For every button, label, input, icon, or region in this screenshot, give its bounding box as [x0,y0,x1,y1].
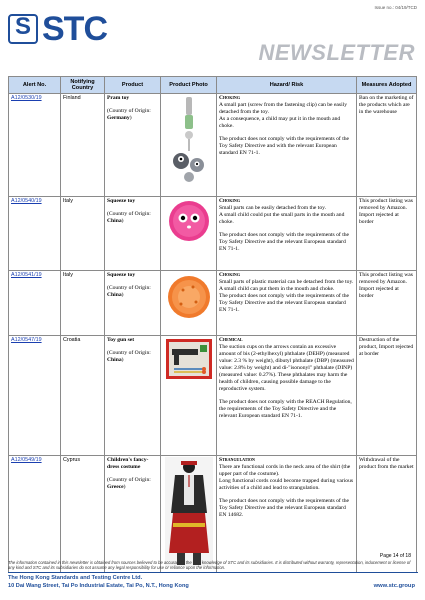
table-row [9,94,417,197]
product-name: Squeeze toy [107,197,136,204]
hazard-text: The product does not comply with the requirements of the Toy Safety Directive and with the relevant European standard EN 71-1. [219,135,350,157]
column-header: Hazard/ Risk [217,77,357,94]
origin-value: China [107,291,122,298]
company-name: The Hong Kong Standards and Testing Centre Ltd. [8,575,143,581]
hazard-cell [217,456,357,573]
company-address: 10 Dai Wang Street, Tai Po Industrial Estate, Tai Po, N.T., Hong Kong [8,583,189,589]
alert-number-link[interactable]: A12/0549/19 [9,456,61,573]
measures-adopted: Destruction of the product, Import rejected at border [357,336,417,456]
orange-squeeze-toy-photo [161,271,217,336]
origin-close: ) [121,217,124,224]
notifying-country: Italy [61,271,105,336]
pink-squeeze-toy-photo [161,197,217,271]
hazard-text: As a consequence, a child may put it in the mouth and choke. [219,115,341,129]
origin-close: ) [129,114,132,121]
footer-divider [8,572,418,573]
product-name: Children's fancy-dress costume [107,456,149,470]
measures-adopted: Withdrawal of the product from the market [357,456,417,573]
logo-emblem-letter: S [14,13,31,40]
column-header: Notifying Country [61,77,105,94]
measures-adopted: Ban on the marketing of the products which are in the warehouse [357,94,417,197]
hazard-text: Small parts of plastic material can be detached from the toy. [219,278,354,285]
disclaimer: The information contained in this newsletter is obtained from sources believed to be accurate to the best knowledge of STC and its subsidiaries. It is distributed without warranty, representation, inducement or license of any kind and STC and its subsidiaries do not assume any legal responsibility for use or reliance upon the information. [8,560,411,570]
hazard-text: A small child could put the small parts in the mouth and choke. [219,211,345,225]
hazard-text: Long functional cords could become trapped during various activities of a child and lead to strangulation. [219,477,354,491]
column-header: Alert No. [9,77,61,94]
newsletter-heading: NEWSLETTER [258,40,415,65]
hazard-text: The product does not comply with the REACH Regulation, the requirements of the Toy Safety Directive and the relevant European standard EN 71-1. [219,399,352,420]
product-cell [105,456,161,573]
origin-value: Greece [107,483,124,490]
table-row [9,456,417,573]
origin-label: (Country of Origin: [107,210,151,217]
hazard-text: The product does not comply with the requirements of the Toy Safety Directive and the relevant European standard EN 71-1. [219,231,350,253]
hazard-type: Strangulation [219,456,255,463]
alerts-table [8,76,417,573]
origin-label: (Country of Origin: [107,107,151,114]
hazard-text: Small parts can be easily detached from the toy. [219,204,326,211]
alert-number-link[interactable]: A12/0547/19 [9,336,61,456]
notifying-country: Finland [61,94,105,197]
notifying-country: Croatia [61,336,105,456]
hazard-type: Chemical [219,336,243,343]
hazard-type: Choking [219,94,240,101]
table-row [9,197,417,271]
origin-close: ) [121,291,124,298]
alert-number-link[interactable]: A12/0541/19 [9,271,61,336]
column-header: Product Photo [161,77,217,94]
toy-gun-set-photo [161,336,217,456]
website-link[interactable]: www.stc.group [373,583,415,589]
origin-close: ) [121,356,124,363]
product-name: Toy gun set [107,336,135,343]
table-row [9,271,417,336]
hazard-type: Choking [219,197,240,204]
origin-close: ) [123,483,126,490]
page-number: Page 14 of 18 [379,553,411,559]
hazard-text: There are functional cords in the neck area of the shirt (the upper part of the costume). [219,463,351,477]
hazard-cell [217,197,357,271]
fancy-dress-costume-photo [161,456,217,573]
origin-label: (Country of Origin: [107,476,151,483]
product-cell [105,197,161,271]
logo-wordmark: STC [42,10,107,48]
origin-value: Germany [107,114,130,121]
table-header-row [9,77,417,94]
hazard-text: A small part (screw from the fastening clip) can be easily detached from the toy. [219,101,347,115]
measures-adopted: This product listing was removed by Amazon. Import rejected at border [357,197,417,271]
product-name: Squeeze toy [107,271,136,278]
origin-label: (Country of Origin: [107,284,151,291]
origin-label: (Country of Origin: [107,349,151,356]
hazard-cell [217,336,357,456]
table-row [9,336,417,456]
pram-toy-photo [161,94,217,197]
product-cell [105,336,161,456]
origin-value: China [107,356,122,363]
stc-logo [8,10,128,48]
product-name: Pram toy [107,94,130,101]
alert-number-link[interactable]: A12/0540/19 [9,197,61,271]
product-cell [105,94,161,197]
column-header: Measures Adopted [357,77,417,94]
alert-number-link[interactable]: A12/0530/19 [9,94,61,197]
hazard-text: The product does not comply with the requirements of the Toy Safety Directive and the relevant European standard EN 14682. [219,497,350,519]
issue-number: Issue no.: 04/19/TCD [374,5,417,10]
notifying-country: Italy [61,197,105,271]
hazard-cell [217,94,357,197]
origin-value: China [107,217,122,224]
notifying-country: Cyprus [61,456,105,573]
hazard-text: The suction cups on the arrows contain an excessive amount of bis (2-ethylhexyl) phthalate (DEHP) (measured value: 2.3 % by weight), dibutyl phthalate (DBP) (measured value: 2.8% by weight) and di-"isononyl" phthalate (DINP) (measured value: 0.27%). These phthalates may harm the health of children, causing possible damage to the reproductive system. [219,343,354,393]
product-cell [105,271,161,336]
hazard-cell [217,271,357,336]
hazard-text: The product does not comply with the requirements of the Toy Safety Directive and the relevant European standard EN 71-1. [219,292,350,313]
hazard-type: Choking [219,271,240,278]
measures-adopted: This product listing was removed by Amazon. Import rejected at border [357,271,417,336]
hazard-text: A small child can put them in the mouth and choke. [219,285,335,292]
column-header: Product [105,77,161,94]
